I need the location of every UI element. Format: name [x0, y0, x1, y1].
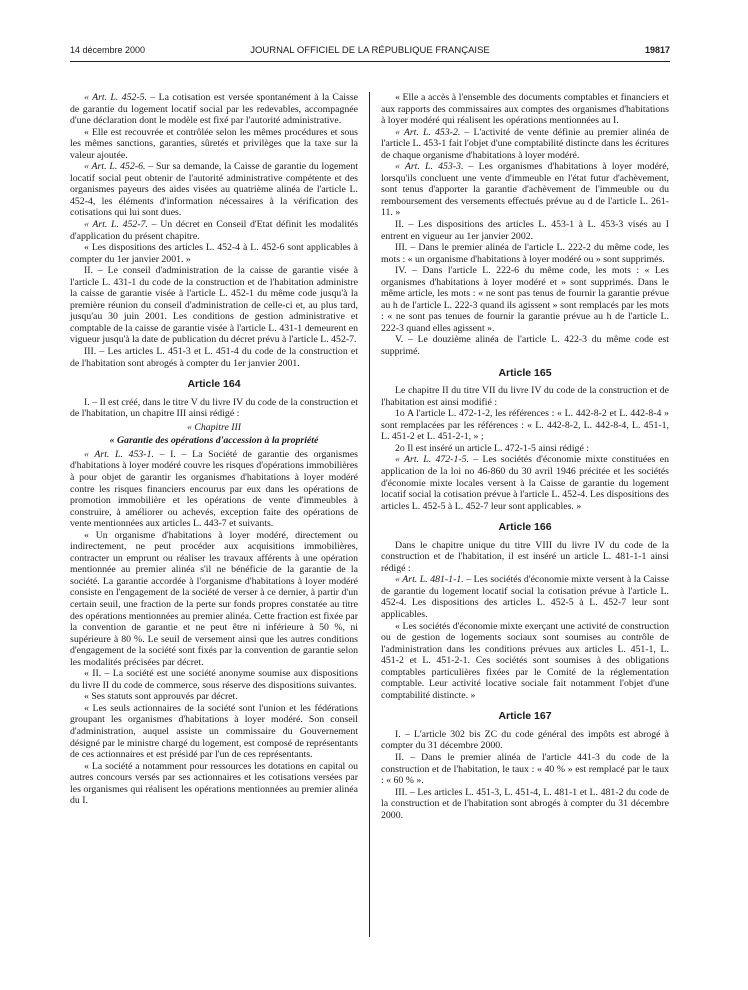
article-heading-166: Article 166	[498, 521, 552, 534]
paragraph	[70, 161, 358, 219]
paragraph: I. – Il est créé, dans le titre V du livre IV du code de la construction et de l'habitation, un chapitre III ainsi rédigé :	[70, 396, 358, 420]
paragraph: « La société a notamment pour ressources les dotations en capital ou autres concours versés par ses actionnaires et les cotisations versées par les organismes qui réalisent les opérations mentionnées au premier alinéa du I.	[70, 760, 358, 807]
article-ref: « Art. L. 472-1-5.	[395, 454, 469, 466]
article-ref: « Art. L. 452-5.	[84, 92, 148, 103]
paragraph-text: – Un décret en Conseil d'Etat définit les modalités d'application du présent chapitre.	[70, 219, 359, 242]
header-date: 14 décembre 2000	[70, 45, 146, 55]
paragraph-text: – Les sociétés d'économie mixte constituées en application de la loi no 46-860 du 30 avril 1946 précitée et les sociétés d'économie mixte locales versent à la Caisse de garantie du logement locatif social la cotisation prévue à l'article L. 452-4. Les dispositions des articles L. 452-5 à L. 452-7 leur sont applicables. »	[381, 454, 669, 512]
paragraph-text: – Les sociétés d'économie mixte versent à la Caisse de garantie du logement locatif social la cotisation prévue à l'article L. 452-4. Les dispositions des articles L. 452-5 à L. 452-7 leur sont applicables.	[381, 574, 669, 620]
paragraph-text: – Sur sa demande, la Caisse de garantie du logement locatif social peut obtenir de l'autorité administrative compétente et des organismes payeurs des aides visées au quatrième alinéa de l'article L. 452-4, les éléments d'information nécessaires à la vérification des cotisations qui lui sont dues.	[70, 161, 358, 219]
paragraph	[70, 449, 358, 530]
paragraph: « Les seuls actionnaires de la société sont l'union et les fédérations groupant les organismes d'habitations à loyer modéré. Son conseil d'administration, auquel assiste un commissaire du Gouvernement désigné par le ministre chargé du logement, est composé de représentants de ces actionnaires et est présidé par l'un de ces représentants.	[70, 702, 358, 761]
paragraph: « Les sociétés d'économie mixte exerçant une activité de construction ou de gestion de logements sociaux sont soumises au contrôle de l'administration dans les conditions prévues aux articles L. 451-1, L. 451-2 et L. 451-2-1. Ces sociétés sont soumises à des obligations comptables particulières fixées par le Comité de la réglementation comptable. Leur activité locative sociale fait notamment l'objet d'une comptabilité distincte. »	[381, 620, 669, 701]
chapter-label: « Chapitre III	[186, 421, 242, 433]
paragraph: « Un organisme d'habitations à loyer modéré, directement ou indirectement, ne peut procéder aux acquisitions immobilières, contracter un emprunt ou réaliser les travaux afférents à une opération mentionnée au premier alinéa s'il ne bénéficie de la garantie de la société. La garantie accordée à l'organisme d'habitations à loyer modéré consiste en l'engagement de la société de verser à ce dernier, à partir d'un certain seuil, une fraction de la perte sur fonds propres constatée au titre des opérations mentionnées au premier alinéa. Cette fraction est fixée par la convention de garantie et ne peut être ni inférieure à 50 %, ni supérieure à 80 %. Le seuil de versement ainsi que les autres conditions d'engagement de la société sont fixés par la convention de garantie selon les modalités précisées par décret.	[70, 529, 358, 668]
right-column	[381, 92, 669, 821]
paragraph	[381, 127, 669, 162]
paragraph-text: – L'activité de vente définie au premier alinéa de l'article L. 453-1 fait l'objet d'une comptabilité distincte dans les écritures de chaque organisme d'habitations à loyer modéré.	[381, 126, 669, 161]
paragraph: « Ses statuts sont approuvés par décret.	[84, 691, 238, 703]
paragraph	[70, 92, 358, 127]
article-ref: « Art. L. 453-3.	[395, 161, 464, 173]
paragraph	[381, 574, 669, 620]
paragraph: IV. – Dans l'article L. 222-6 du même code, les mots : « Les organismes d'habitations à loyer modéré et » sont supprimés. Dans le même article, les mots : « ne sont pas tenus de fournir la garantie prévue au h de l'article L. 222-3 quand ils agissent » sont remplacés par les mots : « ne sont pas tenues de fournir la garantie prévue au h de l'article L. 222-3 quand elles agissent ».	[381, 265, 669, 334]
paragraph: I. – L'article 302 bis ZC du code général des impôts est abrogé à compter du 31 décembre 2000.	[381, 728, 669, 752]
paragraph: II. – Les dispositions des articles L. 453-1 à L. 453-3 visés au I entrent en vigueur au 1er janvier 2002.	[381, 219, 669, 242]
paragraph: 2o Il est inséré un article L. 472-1-5 ainsi rédigé :	[395, 442, 589, 454]
paragraph: III. – Dans le premier alinéa de l'article L. 222-2 du même code, les mots : « un organisme d'habitations à loyer modéré ou » sont supprimés.	[381, 242, 669, 265]
paragraph: 1o A l'article L. 472-1-2, les références : « L. 442-8-2 et L. 442-8-4 » sont remplacées par les références : « L. 442-8-2, L. 442-8-4, L. 451-1, L. 451-2 et L. 451-2-1, » ;	[381, 408, 669, 443]
article-heading-167: Article 167	[498, 710, 552, 723]
article-heading-165: Article 165	[498, 366, 552, 379]
paragraph-text: – Les organismes d'habitations à loyer modéré, lorsqu'ils concluent une vente d'immeuble en l'état futur d'achèvement, sont tenus d'apporter la garantie d'achèvement de l'immeuble ou du remboursement des versements effectués prévue au d de l'article L. 261-11. »	[381, 161, 669, 219]
paragraph: Le chapitre II du titre VII du livre IV du code de la construction et de l'habitation est ainsi modifié :	[381, 385, 669, 408]
paragraph-text: – I. – La Société de garantie des organismes d'habitations à loyer modéré couvre les risques d'opérations immobilières à pour objet de garantir les organismes d'habitations à loyer modéré contre les risques financiers encourus par eux dans les opérations de promotion immobilière et les opérations de vente d'immeubles à construire, à améliorer ou achevés, exception faite des opérations de vente mentionnées aux articles L. 443-7 et suivants.	[70, 448, 358, 530]
paragraph: III. – Les articles L. 451-3, L. 451-4, L. 481-1 et L. 481-2 du code de la construction et de l'habitation sont abrogés à compter du 31 décembre 2000.	[381, 786, 669, 821]
paragraph: III. – Les articles L. 451-3 et L. 451-4 du code de la construction et de l'habitation sont abrogés à compter du 1er janvier 2001.	[70, 346, 358, 369]
paragraph: « Elle est recouvrée et contrôlée selon les mêmes procédures et sous les mêmes sanctions, garanties, sûretés et privilèges que la taxe sur la valeur ajoutée.	[70, 126, 358, 161]
article-ref: « Art. L. 453-2.	[395, 126, 461, 138]
paragraph	[381, 454, 669, 512]
header-rule	[70, 61, 670, 62]
article-ref: « Art. L. 452-6.	[84, 161, 146, 173]
header-page-number: 19817	[644, 45, 670, 55]
page-header	[70, 45, 670, 59]
paragraph: « Les dispositions des articles L. 452-4 à L. 452-6 sont applicables à compter du 1er janvier 2001. »	[70, 242, 358, 265]
paragraph	[381, 161, 669, 219]
article-ref: « Art. L. 453-1.	[84, 448, 154, 460]
left-column	[70, 92, 358, 807]
chapter-title: « Garantie des opérations d'accession à la propriété	[109, 435, 319, 447]
paragraph: II. – Le conseil d'administration de la caisse de garantie visée à l'article L. 431-1 du code de la construction et de l'habitation administre la caisse de garantie visée à l'article L. 452-1 du même code jusqu'à la première réunion du conseil d'administration de celle-ci et, au plus tard, jusqu'au 30 juin 2001. Les conditions de gestion administrative et comptable de la caisse de garantie visée à l'article L. 431-1 demeurent en vigueur jusqu'à la date de publication du décret prévu à l'article L. 452-7.	[70, 265, 358, 346]
article-ref: « Art. L. 481-1-1.	[395, 574, 464, 586]
paragraph: « Elle a accès à l'ensemble des documents comptables et financiers et aux rapports des commissaires aux comptes des organismes d'habitations à loyer modéré qui réalisent les opérations mentionnées au I.	[381, 92, 669, 127]
paragraph: V. – Le douzième alinéa de l'article L. 422-3 du même code est supprimé.	[381, 334, 669, 358]
paragraph	[70, 219, 358, 242]
article-heading-164: Article 164	[187, 378, 241, 391]
paragraph: II. – Dans le premier alinéa de l'article 441-3 du code de la construction et de l'habitation, le taux : « 40 % » est remplacé par le taux : « 60 % ».	[381, 751, 669, 787]
paragraph-text: – La cotisation est versée spontanément à la Caisse de garantie du logement locatif social par les redevables, accompagnée d'une déclaration dont le modèle est fixé par l'autorité administrative.	[70, 92, 358, 127]
paragraph: « II. – La société est une société anonyme soumise aux dispositions du livre II du code de commerce, sous réserve des dispositions suivantes.	[70, 668, 358, 691]
header-journal-title: JOURNAL OFFICIEL DE LA RÉPUBLIQUE FRANÇAISE	[250, 45, 490, 56]
paragraph: Dans le chapitre unique du titre VIII du livre IV du code de la construction et de l'habitation, il est inséré un article L. 481-1-1 ainsi rédigé :	[381, 539, 669, 574]
article-ref: « Art. L. 452-7.	[84, 219, 148, 231]
column-divider	[369, 92, 370, 937]
